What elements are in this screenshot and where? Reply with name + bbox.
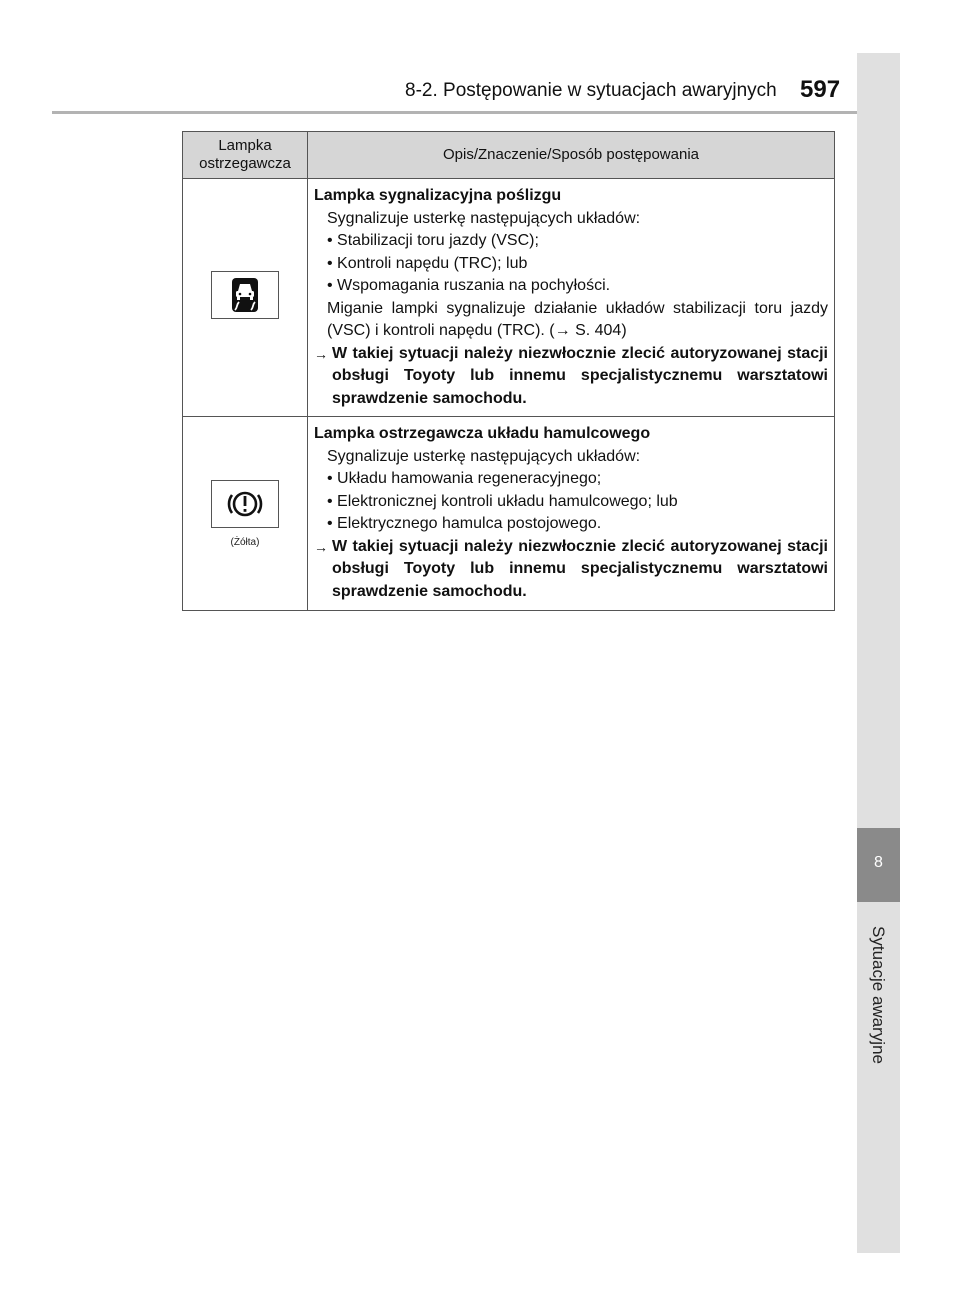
chapter-title: Sytuacje awaryjne [869, 926, 888, 1064]
intro-text: Sygnalizuje usterkę następujących układów: [327, 209, 641, 227]
list-item: • Stabilizacji toru jazdy (VSC); [327, 232, 539, 249]
brake-warning-icon [211, 480, 279, 528]
list-item: • Wspomagania ruszania na pochyłości. [327, 277, 611, 294]
list-item: • Kontroli napędu (TRC); lub [327, 254, 528, 272]
table-row [183, 179, 835, 417]
warning-lights-table [182, 131, 835, 611]
lamp-color-caption: (Żółta) [230, 536, 260, 548]
lamp-frame [211, 271, 279, 319]
action-text: W takiej sytuacji należy niezwłocznie zlecić autoryzowanej stacji obsługi Toyoty lub innemu specjalistycznemu warsztatowi sprawdzenie samochodu. [332, 537, 828, 600]
list-item: • Elektrycznego hamulca postojowego. [327, 515, 602, 532]
lamp-cell [183, 179, 308, 417]
intro-text: Sygnalizuje usterkę następujących układów: [327, 447, 641, 465]
lamp-title: Lampka sygnalizacyjna poślizgu [314, 187, 562, 204]
lamp-cell [183, 417, 308, 611]
description-cell [308, 417, 835, 611]
header-divider [52, 111, 900, 114]
arrow-right-icon: → [314, 345, 328, 362]
page-number: 597 [800, 76, 841, 103]
slip-indicator-icon [211, 271, 279, 319]
note-text: Miganie lampki sygnalizuje działanie układów stabilizacji toru jazdy (VSC) i kontroli napędu (TRC). (→ S. 404) [327, 299, 828, 339]
table-row [183, 417, 835, 611]
column-header-lamp: Lampka ostrzegawcza [183, 132, 308, 179]
arrow-right-icon: → [314, 538, 328, 555]
chapter-number: 8 [874, 854, 883, 871]
action-instruction [314, 343, 828, 411]
action-instruction [314, 536, 828, 604]
chapter-number-block [857, 828, 900, 902]
lamp-frame [211, 480, 279, 528]
description-cell [308, 179, 835, 417]
list-item: • Układu hamowania regeneracyjnego; [327, 470, 602, 487]
list-item: • Elektronicznej kontroli układu hamulcowego; lub [327, 492, 678, 510]
lamp-title: Lampka ostrzegawcza układu hamulcowego [314, 425, 651, 442]
column-header-description: Opis/Znaczenie/Sposób postępowania [308, 132, 835, 179]
table-header-row [183, 132, 835, 179]
section-title: 8-2. Postępowanie w sytuacjach awaryjnych [405, 80, 777, 101]
action-text: W takiej sytuacji należy niezwłocznie zlecić autoryzowanej stacji obsługi Toyoty lub innemu specjalistycznemu warsztatowi sprawdzenie samochodu. [332, 344, 828, 407]
chapter-side-tab [857, 53, 900, 1253]
